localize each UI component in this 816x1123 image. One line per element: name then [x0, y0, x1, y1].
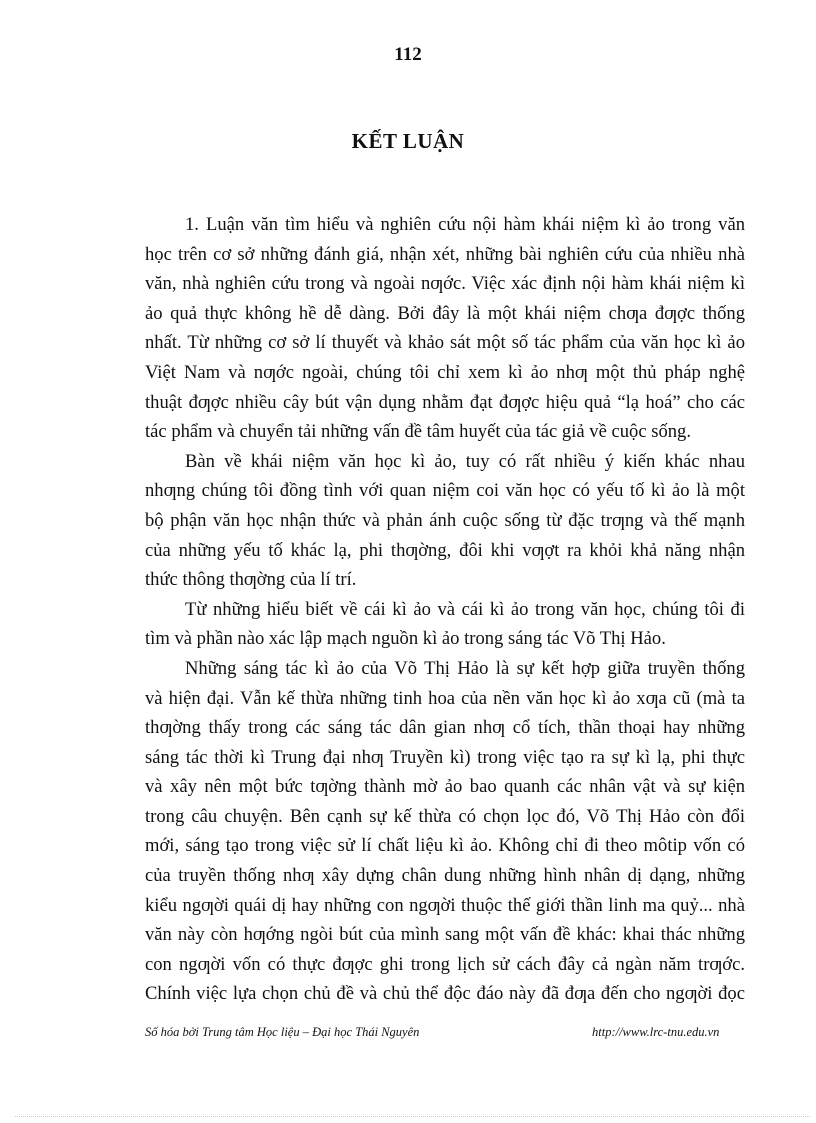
- text-line: văn, nhà nghiên cứu trong và ngoài nƣớc. Việc xác định nội hàm khái niệm kì: [145, 273, 745, 295]
- text-line: Những sáng tác kì ảo của Võ Thị Hảo là sự kết hợp giữa truyền thống: [185, 657, 745, 679]
- text-line: thƣờng thấy trong các sáng tác dân gian nhƣ cổ tích, thần thoại hay những: [145, 717, 745, 739]
- paragraph: [145, 654, 745, 1009]
- text-line: học trên cơ sở những đánh giá, nhận xét, những bài nghiên cứu của nhiều nhà: [145, 243, 745, 265]
- paragraph: [145, 595, 745, 654]
- body-text: [145, 210, 745, 1009]
- text-line: ảo quả thực không hề dễ dàng. Bởi đây là một khái niệm chƣa đƣợc thống: [145, 302, 745, 324]
- text-line: sáng tác thời kì Trung đại nhƣ Truyền kì) trong việc tạo ra sự kì lạ, phi thực: [145, 746, 745, 768]
- paragraph: [145, 447, 745, 595]
- page-number: 112: [394, 44, 422, 65]
- text-line: văn này còn hƣớng ngòi bút của mình sang một vấn đề khác: khai thác những: [145, 924, 745, 946]
- text-line: Chính việc lựa chọn chủ đề và chủ thể độc đáo này đã đƣa đến cho ngƣời đọc: [145, 983, 745, 1005]
- text-line: của những yếu tố khác lạ, phi thƣờng, đôi khi vƣợt ra khỏi khả năng nhận: [145, 539, 745, 561]
- text-line: bộ phận văn học nhận thức và phản ánh cuộc sống từ đặc trƣng và thế mạnh: [145, 509, 745, 531]
- text-line: trong câu chuyện. Bên cạnh sự kế thừa có chọn lọc đó, Võ Thị Hảo còn đổi: [145, 805, 745, 827]
- text-line: con ngƣời vốn có thực đƣợc ghi trong lịch sử cách đây cả ngàn năm trƣớc.: [145, 953, 745, 975]
- text-line: của truyền thống nhƣ xây dựng chân dung những hình nhân dị dạng, những: [145, 865, 745, 887]
- text-line: Bàn về khái niệm văn học kì ảo, tuy có rất nhiều ý kiến khác nhau: [185, 450, 745, 472]
- text-line: kiểu ngƣời quái dị hay những con ngƣời thuộc thế giới thần linh ma quỷ... nhà: [145, 894, 745, 916]
- text-line: nhƣng chúng tôi đồng tình với quan niệm coi văn học có yếu tố kì ảo là một: [145, 480, 745, 502]
- paragraph: [145, 210, 745, 447]
- text-line: tác phẩm và chuyển tải những vấn đề tâm huyết của tác giả về cuộc sống.: [145, 421, 692, 443]
- text-line: thức thông thƣờng của lí trí.: [145, 569, 357, 591]
- text-line: nhất. Từ những cơ sở lí thuyết và khảo sát một số tác phẩm của văn học kì ảo: [145, 332, 745, 354]
- footer-url[interactable]: http://www.lrc-tnu.edu.vn: [592, 1025, 720, 1039]
- section-title: KẾT LUẬN: [351, 129, 465, 153]
- text-line: tìm và phần nào xác lập mạch nguồn kì ảo trong sáng tác Võ Thị Hảo.: [145, 628, 666, 650]
- page-divider: [15, 1116, 810, 1117]
- text-line: và hiện đại. Vẫn kế thừa những tinh hoa của nền văn học kì ảo xƣa cũ (mà ta: [145, 687, 745, 709]
- text-line: Việt Nam và nƣớc ngoài, chúng tôi chỉ xem kì ảo nhƣ một thủ pháp nghệ: [145, 361, 745, 383]
- text-line: thuật đƣợc nhiều cây bút vận dụng nhằm đạt đƣợc hiệu quả “lạ hoá” cho các: [145, 391, 745, 413]
- text-line: 1. Luận văn tìm hiểu và nghiên cứu nội hàm khái niệm kì ảo trong văn: [185, 214, 745, 235]
- text-line: và xây nên một bức tƣờng thành mờ ảo bao quanh các nhân vật và sự kiện: [145, 776, 745, 798]
- footer-credit: Số hóa bởi Trung tâm Học liệu – Đại học Thái Nguyên: [145, 1025, 420, 1039]
- text-line: mới, sáng tạo trong việc sử lí chất liệu kì ảo. Không chỉ đi theo môtip vốn có: [145, 835, 745, 857]
- text-line: Từ những hiểu biết về cái kì ảo và cái kì ảo trong văn học, chúng tôi đi: [185, 598, 745, 620]
